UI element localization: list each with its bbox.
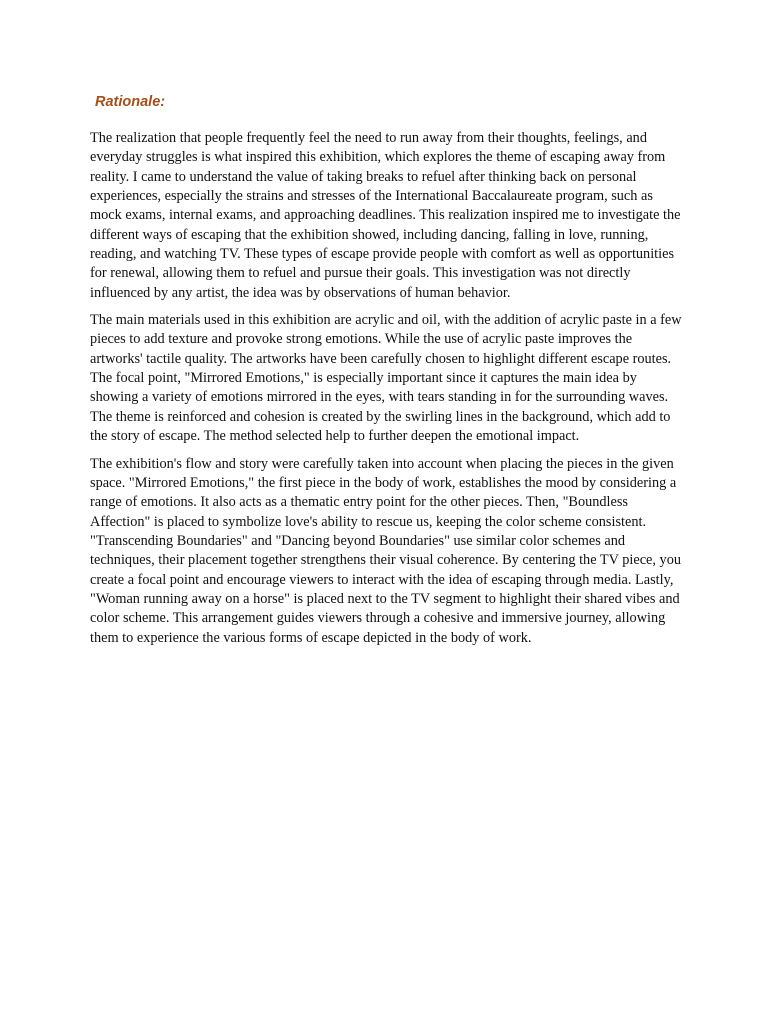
- paragraph-3: The exhibition's flow and story were carefully taken into account when placing the pieces in the given space. "Mirrored Emotions," the first piece in the body of work, establishes the mood by considering a range of emotions. It also acts as a thematic entry point for the other pieces. Then, "Boundless Affection" is placed to symbolize love's ability to rescue us, keeping the color scheme consistent. "Transcending Boundaries" and "Dancing beyond Boundaries" use similar color schemes and techniques, their placement together strengthens their visual coherence. By centering the TV piece, you create a focal point and encourage viewers to interact with the idea of escaping through media. Lastly, "Woman running away on a horse" is placed next to the TV segment to highlight their shared vibes and color scheme. This arrangement guides viewers through a cohesive and immersive journey, allowing them to experience the various forms of escape depicted in the body of work.: [90, 455, 681, 646]
- section-body: [90, 129, 682, 656]
- section-heading: Rationale:: [95, 94, 166, 110]
- paragraph-1: The realization that people frequently feel the need to run away from their thoughts, feelings, and everyday struggles is what inspired this exhibition, which explores the theme of escaping away from reality. I came to understand the value of taking breaks to refuel after thinking back on personal experiences, especially the strains and stresses of the International Baccalaureate program, such as mock exams, internal exams, and approaching deadlines. This realization inspired me to investigate the different ways of escaping that the exhibition showed, including dancing, falling in love, running, reading, and watching TV. These types of escape provide people with comfort as well as opportunities for renewal, allowing them to refuel and pursue their goals. This investigation was not directly influenced by any artist, the idea was by observations of human behavior.: [90, 130, 681, 301]
- paragraph-2: The main materials used in this exhibition are acrylic and oil, with the addition of acrylic paste in a few pieces to add texture and provoke strong emotions. While the use of acrylic paste improves the artworks' tactile quality. The artworks have been carefully chosen to highlight different escape routes. The focal point, "Mirrored Emotions," is especially important since it captures the main idea by showing a variety of emotions mirrored in the eyes, with tears standing in for the surrounding waves. The theme is reinforced and cohesion is created by the swirling lines in the background, which add to the story of escape. The method selected help to further deepen the emotional impact.: [90, 312, 682, 445]
